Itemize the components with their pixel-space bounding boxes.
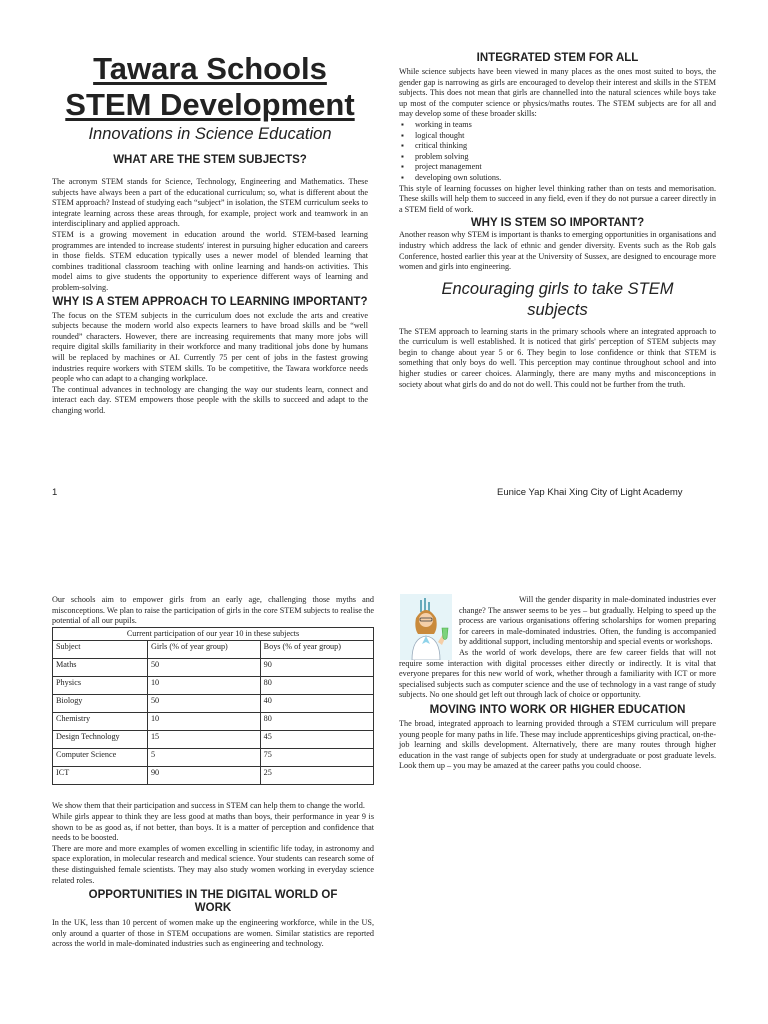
list-item: ▪ logical thought <box>415 131 716 142</box>
list-item: ▪ problem solving <box>415 152 716 163</box>
table-cell: 15 <box>147 731 260 749</box>
paragraph: The focus on the STEM subjects in the curriculum does not exclude the arts and creative subjects because the modern world also expects learners to have broad skills and be “well rounded” characters. However, there are increasing requirements that many more jobs will require digital skills familiarity in their workforce and many traditional jobs done by humans will be replaced by machines or AI. Currently 75 per cent of jobs in the fastest growing industries require workers with STEM skills. To be competitive, the Tawara workforce needs people who can adapt to a changing workplace. <box>52 310 368 384</box>
paragraph: While science subjects have been viewed in many places as the ones most suited to boys, the gender gap is narrowing as girls are encouraged to develop their interest and skills in the STEM subjects. This does not mean that girls are channelled into the natural sciences while boys take up most of the computer science or physics/maths routes. The STEM subjects are for all and may develop some of these broader skills: <box>399 67 716 119</box>
list-item: ▪ working in teams <box>415 120 716 131</box>
table-cell: Computer Science <box>53 749 148 767</box>
table-cell: Design Technology <box>53 731 148 749</box>
column-header: Girls (% of year group) <box>147 641 260 659</box>
paragraph: The STEM approach to learning starts in the primary schools where an integrated approach to the curriculum is well established. It is noticed that girls' perception of STEM subjects may begin to change about year 5 or 6. They begin to lose confidence or think that STEM is something that only boys do well. This perception may continue throughout school and into higher studies or career choices. Alarmingly, there are many myths and misconceptions in society about what girls do and do not do well. This could not be further from the truth. <box>399 326 716 389</box>
table-cell: 75 <box>260 749 373 767</box>
table-row <box>53 695 374 713</box>
page-subtitle: Innovations in Science Education <box>88 125 332 143</box>
table-row <box>53 713 374 731</box>
table-row <box>53 659 374 677</box>
page-title-line2: STEM Development <box>65 87 355 122</box>
paragraph: There are more and more examples of women excelling in scientific life today, in astronomy and space exploration, in molecular research and medical science. Your students can research some of these distinguished female scientists. They may also study women working in everyday science related roles. <box>52 843 374 885</box>
table-row <box>53 749 374 767</box>
table-row <box>53 767 374 785</box>
paragraph: The continual advances in technology are changing the way our students learn, connect and interact each day. STEM empowers those people with the skills to succeed and adapt to the changing world. <box>52 384 368 415</box>
list-item: ▪ critical thinking <box>415 141 716 152</box>
paragraph: STEM is a growing movement in education around the world. STEM-based learning programmes are intended to increase students' interest in pursuing higher education and careers in those fields. STEM education typically uses a newer model of blended learning that combines traditional classroom teaching with online learning and hands-on activities. This model aims to give students the opportunity to experience different ways of learning and problem-solving. <box>52 229 368 292</box>
table-row <box>53 677 374 695</box>
table-cell: Biology <box>53 695 148 713</box>
table-cell: 10 <box>147 713 260 731</box>
paragraph: The broad, integrated approach to learning provided through a STEM curriculum will prepare young people for many paths in life. These may include apprenticeships giving practical, on-the-job learning and skills development. Alternatively, there are many routes through higher education in the vast range of subjects open for study at undergraduate or post graduate levels. Look them up – you may be amazed at the career paths you could choose. <box>399 718 716 771</box>
table-cell: ICT <box>53 767 148 785</box>
paragraph: In the UK, less than 10 percent of women make up the engineering workforce, while in the US, only around a quarter of those in STEM occupations are women. Similar statistics are reported across the world in male-dominated industries such as engineering and technology. <box>52 918 374 949</box>
footer-author: Eunice Yap Khai Xing City of Light Academy <box>497 487 683 498</box>
column-header: Subject <box>53 641 148 659</box>
paragraph: This style of learning focusses on higher level thinking rather than on tests and memorisation. These skills will help them to succeed in any field, even if they do not pursue a career directly in a STEM field of work. <box>399 183 716 214</box>
heading-digital-world: OPPORTUNITIES IN THE DIGITAL WORLD OF WORK <box>88 889 338 915</box>
list-item: ▪ developing own solutions. <box>415 173 716 184</box>
list-item: ▪ project management <box>415 162 716 173</box>
table-cell: 80 <box>260 713 373 731</box>
heading-integrated: INTEGRATED STEM FOR ALL <box>476 52 639 64</box>
page1-left-column <box>52 52 368 416</box>
paragraph: As the world of work develops, there are few career fields that will not require some interaction with digital processes either directly or indirectly. It is vital that everyone prepares for this new world of work, whether through a familiarity with ICT or more specialised subjects such as computer science and the use of technology in a vast range of study subjects. No one should get left out through lack of choice or opportunity. <box>399 647 716 700</box>
page2-left-column <box>52 595 374 950</box>
page2-right-column <box>399 595 716 772</box>
heading-why-approach: WHY IS A STEM APPROACH TO LEARNING IMPORTANT? <box>52 295 368 308</box>
table-cell: 45 <box>260 731 373 749</box>
table-cell: 50 <box>147 695 260 713</box>
table-cell: 5 <box>147 749 260 767</box>
table-cell: 80 <box>260 677 373 695</box>
paragraph: The acronym STEM stands for Science, Technology, Engineering and Mathematics. These subjects have always been a part of the educational curriculum; so, what is different about the STEM approach? Instead of studying each “subject” in isolation, the STEM curriculum seeks to integrate learning across these areas through, for example, project work and teamwork in an interdisciplinary and applied approach. <box>52 177 368 229</box>
heading-why-stem: WHY IS STEM SO IMPORTANT? <box>470 217 645 230</box>
page-title-line1: Tawara Schools <box>93 51 327 86</box>
paragraph: Another reason why STEM is important is thanks to emerging opportunities in organisations and industry which address the lack of ethnic and gender diversity. Events such as the Rob gals Conference, hosted earlier this year at the University of Sussex, are designed to encourage more women and girls into engineering. <box>399 230 716 272</box>
table-cell: Physics <box>53 677 148 695</box>
skills-list <box>399 120 716 184</box>
page1-right-column <box>399 52 716 390</box>
paragraph: Will the gender disparity in male-dominated industries ever change? The answer seems to be yes – but gradually. Helping to speed up the process are various organisations offering scholarships for women preparing for careers in male-dominated industries. Often, the funding is accompanied by additional support, including mentorship and special events or workshops. <box>459 595 716 647</box>
table-cell: 90 <box>260 659 373 677</box>
table-cell: 50 <box>147 659 260 677</box>
page-number: 1 <box>52 487 58 498</box>
table-header-row <box>53 641 374 659</box>
table-cell: 25 <box>260 767 373 785</box>
column-header: Boys (% of year group) <box>260 641 373 659</box>
paragraph: We show them that their participation and success in STEM can help them to change the world. <box>52 801 365 811</box>
heading-encouraging-girls: Encouraging girls to take STEM subjects <box>441 279 674 319</box>
table-cell: 10 <box>147 677 260 695</box>
heading-moving-into-work: MOVING INTO WORK OR HIGHER EDUCATION <box>429 703 686 716</box>
heading-stem-subjects: WHAT ARE THE STEM SUBJECTS? <box>113 154 307 166</box>
table-cell: 90 <box>147 767 260 785</box>
participation-table <box>52 627 374 786</box>
table-cell: Chemistry <box>53 713 148 731</box>
paragraph: Our schools aim to empower girls from an early age, challenging those myths and misconceptions. We plan to raise the participation of girls in the core STEM subjects to realise the potential of all our pupils. <box>52 595 374 626</box>
table-cell: Maths <box>53 659 148 677</box>
table-row <box>53 731 374 749</box>
table-caption: Current participation of our year 10 in these subjects <box>52 627 374 641</box>
paragraph: While girls appear to think they are less good at maths than boys, their performance in year 9 is shown to be as good as, if not better, than boys. It is a matter of perception and confidence that needs to be boosted. <box>52 811 374 843</box>
table-cell: 40 <box>260 695 373 713</box>
